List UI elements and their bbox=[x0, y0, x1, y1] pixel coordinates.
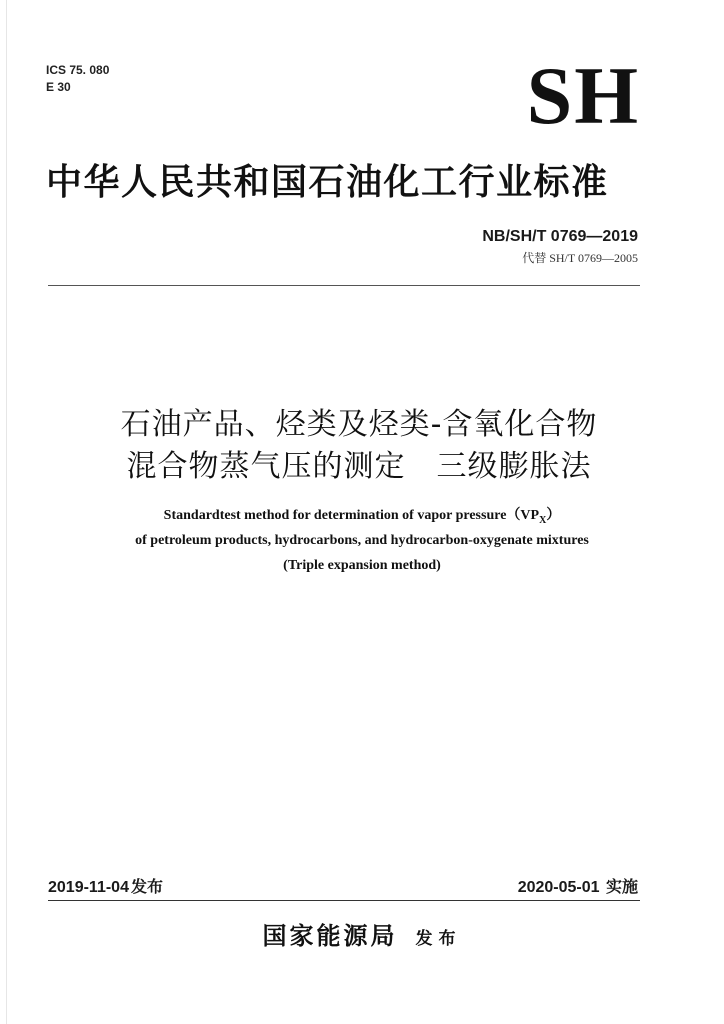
footer-divider bbox=[48, 900, 640, 901]
english-title-line-1-close: ） bbox=[546, 508, 561, 523]
chinese-title-line-1: 石油产品、烃类及烃类-含氧化合物 bbox=[120, 407, 598, 442]
chinese-title-line-2: 混合物蒸气压的测定 三级膨胀法 bbox=[126, 449, 592, 484]
publisher bbox=[0, 920, 724, 955]
ics-code: ICS 75. 080 bbox=[46, 63, 110, 77]
publisher-name: 国家能源局 bbox=[262, 922, 398, 950]
industry-standard-title: 中华人民共和国石油化工行业标准 bbox=[46, 162, 609, 203]
issue-date-value: 2019-11-04 bbox=[48, 879, 129, 896]
replaces-standard: 代替 SH/T 0769—2005 bbox=[522, 251, 638, 265]
implementation-date-label: 实施 bbox=[605, 877, 638, 896]
issue-date-label: 发布 bbox=[130, 877, 163, 896]
classification-codes bbox=[46, 62, 109, 96]
ccs-code: E 30 bbox=[46, 80, 71, 94]
english-title-line-2: of petroleum products, hydrocarbons, and hydrocarbon-oxygenate mixtures bbox=[135, 533, 589, 548]
english-title-line-3: (Triple expansion method) bbox=[283, 558, 441, 573]
header-divider bbox=[48, 285, 640, 286]
standard-number: NB/SH/T 0769—2019 bbox=[482, 228, 638, 245]
implementation-date bbox=[518, 876, 638, 899]
english-title-line-1-text: Standardtest method for determination of vapor pressure（VP bbox=[163, 508, 540, 523]
implementation-date-value: 2020-05-01 bbox=[517, 879, 600, 896]
publisher-action: 发布 bbox=[415, 929, 462, 949]
english-title-subscript: X bbox=[539, 514, 547, 526]
issue-date bbox=[48, 876, 163, 899]
sh-logo: SH bbox=[526, 50, 640, 141]
